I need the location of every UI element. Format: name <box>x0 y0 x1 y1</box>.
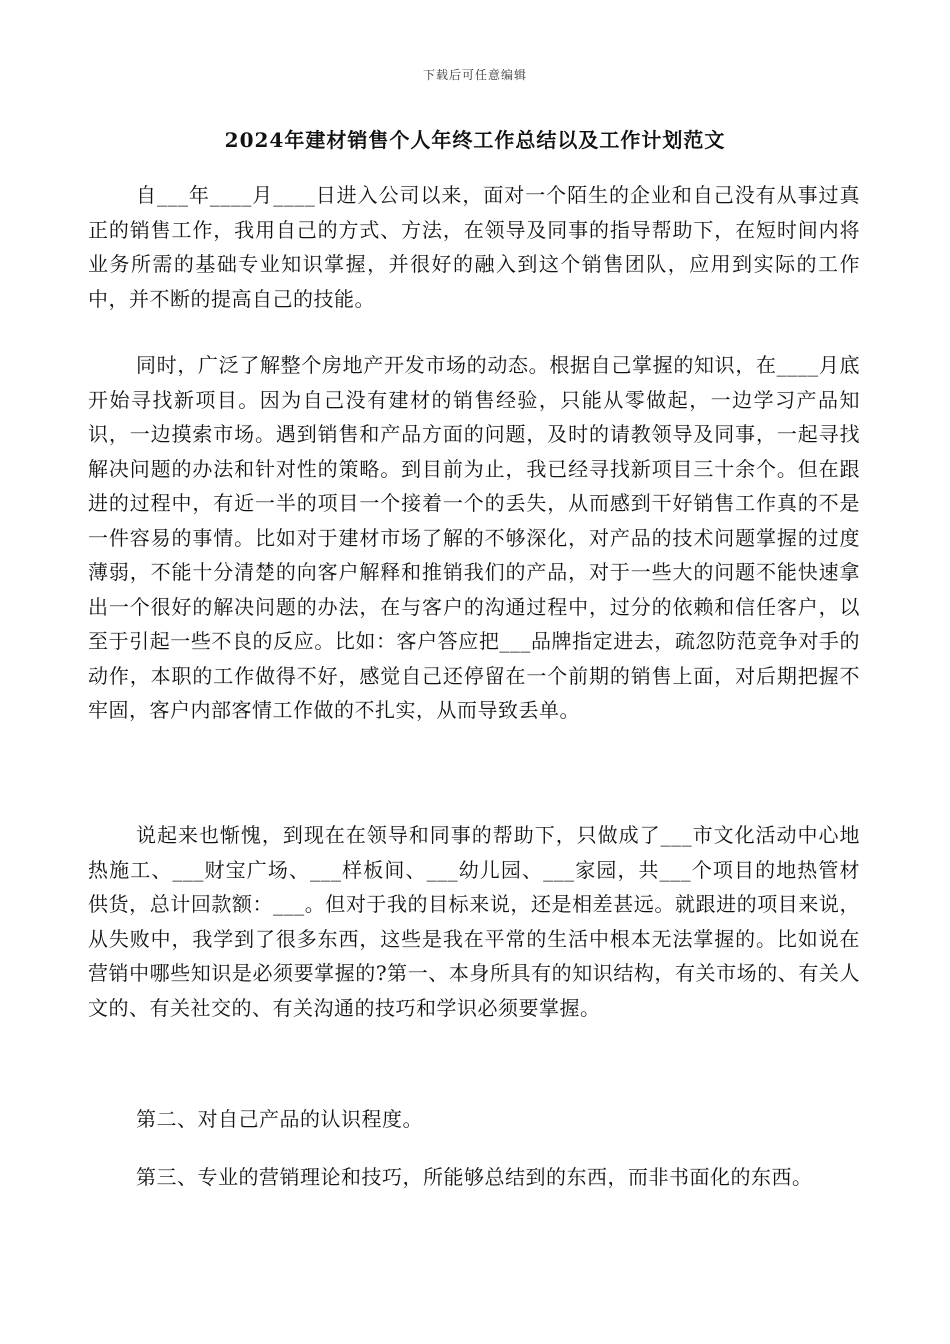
paragraph-2 <box>88 348 860 728</box>
paragraph-text: 自___年____月____日进入公司以来，面对一个陌生的企业和自己没有从事过真正的销售工作，我用自己的方式、方法，在领导及同事的指导帮助下，在短时间内将业务所需的基础专业知识掌握，并很好的融入到这个销售团队，应用到实际的工作中，并不断的提高自己的技能。 <box>88 183 860 311</box>
paragraph-text: 第三、专业的营销理论和技巧，所能够总结到的东西，而非书面化的东西。 <box>136 1165 813 1189</box>
paragraph-4 <box>88 1102 860 1137</box>
paragraph-5 <box>88 1160 860 1195</box>
paragraph-text: 同时，广泛了解整个房地产开发市场的动态。根据自己掌握的知识，在____月底开始寻找新项目。因为自己没有建材的销售经验，只能从零做起，一边学习产品知识，一边摸索市场。遇到销售和产品方面的问题，及时的请教领导及同事，一起寻找解决问题的办法和针对性的策略。到目前为止，我已经寻找新项目三十余个。但在跟进的过程中，有近一半的项目一个接着一个的丢失，从而感到干好销售工作真的不是一件容易的事情。比如对于建材市场了解的不够深化，对产品的技术问题掌握的过度薄弱，不能十分清楚的向客户解释和推销我们的产品，对于一些大的问题不能快速拿出一个很好的解决问题的办法，在与客户的沟通过程中，过分的依赖和信任客户，以至于引起一些不良的反应。比如：客户答应把___品牌指定进去，疏忽防范竞争对手的动作，本职的工作做得不好，感觉自己还停留在一个前期的销售上面，对后期把握不牢固，客户内部客情工作做的不扎实，从而导致丢单。 <box>88 353 860 722</box>
header-note: 下载后可任意编辑 <box>422 68 527 82</box>
paragraph-1 <box>88 178 860 316</box>
paragraph-text: 说起来也惭愧，到现在在领导和同事的帮助下，只做成了___市文化活动中心地热施工、___财宝广场、___样板间、___幼儿园、___家园，共___个项目的地热管材供货，总计回款额：___。但对于我的目标来说，还是相差甚远。就跟进的项目来说，从失败中，我学到了很多东西，这些是我在平常的生活中根本无法掌握的。比如说在营销中哪些知识是必须要掌握的?第一、本身所具有的知识结构，有关市场的、有关人文的、有关社交的、有关沟通的技巧和学识必须要掌握。 <box>88 823 860 1020</box>
paragraph-text: 第二、对自己产品的认识程度。 <box>136 1107 423 1131</box>
paragraph-3 <box>88 818 860 1025</box>
document-title: 2024年建材销售个人年终工作总结以及工作计划范文 <box>224 128 726 152</box>
